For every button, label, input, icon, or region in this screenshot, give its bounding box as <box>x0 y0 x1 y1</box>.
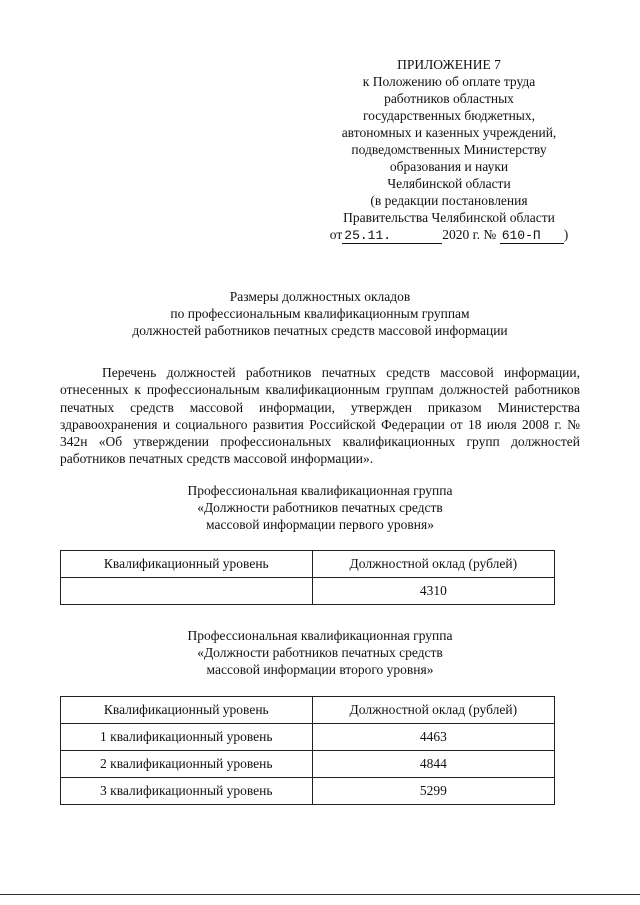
appendix-line: государственных бюджетных, <box>362 108 536 123</box>
salary-cell: 4310 <box>312 578 554 605</box>
group-1-salary-table <box>60 550 555 605</box>
title-line: Размеры должностных окладов <box>229 289 411 304</box>
column-header-salary: Должностной оклад (рублей) <box>312 697 554 724</box>
group-2-heading <box>60 627 580 678</box>
group-heading-line: «Должности работников печатных средств <box>197 645 443 660</box>
title-line: должностей работников печатных средств массовой информации <box>132 323 508 338</box>
level-cell: 2 квалификационный уровень <box>61 751 313 778</box>
appendix-line: к Положению об оплате труда <box>362 74 536 89</box>
appendix-title: ПРИЛОЖЕНИЕ 7 <box>397 57 501 72</box>
table-header-row <box>61 551 555 578</box>
level-cell <box>61 578 313 605</box>
appendix-line: автономных и казенных учреждений, <box>341 125 557 140</box>
table-row <box>61 724 555 751</box>
column-header-salary: Должностной оклад (рублей) <box>312 551 554 578</box>
appendix-line: Правительства Челябинской области <box>343 210 555 225</box>
group-heading-line: «Должности работников печатных средств <box>197 500 443 515</box>
table-row <box>61 778 555 805</box>
group-heading-line: массовой информации второго уровня» <box>206 662 434 677</box>
salary-cell: 4463 <box>312 724 554 751</box>
salary-cell: 5299 <box>312 778 554 805</box>
page-bottom-rule <box>0 894 640 895</box>
column-header-level: Квалификационный уровень <box>61 551 313 578</box>
resolution-number: 610-П <box>500 228 564 244</box>
close-paren: ) <box>563 227 569 242</box>
table-row <box>61 751 555 778</box>
appendix-line: (в редакции постановления <box>370 193 528 208</box>
appendix-date-line <box>318 226 580 244</box>
appendix-line: работников областных <box>384 91 514 106</box>
title-line: по профессиональным квалификационным группам <box>170 306 470 321</box>
column-header-level: Квалификационный уровень <box>61 697 313 724</box>
group-heading-line: Профессиональная квалификационная группа <box>187 628 453 643</box>
appendix-line: подведомственных Министерству <box>351 142 547 157</box>
appendix-line: образования и науки <box>389 159 509 174</box>
appendix-line: Челябинской области <box>387 176 511 191</box>
level-cell: 1 квалификационный уровень <box>61 724 313 751</box>
date-prefix: от <box>329 227 343 242</box>
intro-paragraph: Перечень должностей работников печатных средств массовой информации, отнесенных к профессиональным квалификационным группам должностей работников печатных средств массовой информации, утвержден приказом Министерства здравоохранения и социального развития Российской Федерации от 18 июля 2008 г. № 342н «Об утверждении профессиональных квалификационных групп должностей работников печатных средств массовой информации». <box>60 365 580 467</box>
group-1-heading <box>60 482 580 533</box>
group-heading-line: массовой информации первого уровня» <box>206 517 434 532</box>
date-value: 25.11. <box>342 228 442 244</box>
table-header-row <box>61 697 555 724</box>
year-text: 2020 г. № <box>442 227 497 242</box>
document-title <box>60 288 580 339</box>
appendix-header <box>318 56 580 244</box>
table-row <box>61 578 555 605</box>
level-cell: 3 квалификационный уровень <box>61 778 313 805</box>
group-2-salary-table <box>60 696 555 805</box>
group-heading-line: Профессиональная квалификационная группа <box>187 483 453 498</box>
salary-cell: 4844 <box>312 751 554 778</box>
